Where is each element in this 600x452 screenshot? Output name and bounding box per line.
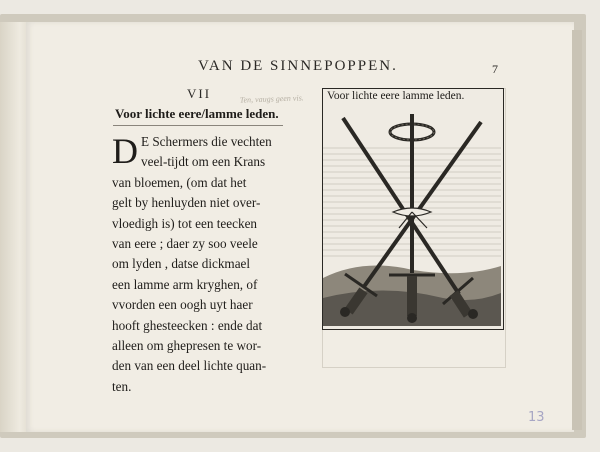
running-header: VAN DE SINNEPOPPEN. xyxy=(198,58,398,74)
pencil-annotation: 13 xyxy=(528,410,545,425)
text-line: E Schermers die vechten xyxy=(141,134,272,149)
text-line: van eere ; daer zy soo veele xyxy=(112,236,258,252)
text-line: om lyden , datse dickmael xyxy=(112,256,251,272)
text-line: hooft ghesteecken : ende dat xyxy=(112,317,263,333)
text-line: den van een deel lichte quan- xyxy=(112,358,267,374)
text-line: gelt by henluyden niet over- xyxy=(112,195,261,211)
plate-caption: Voor lichte eere lamme leden. xyxy=(327,90,465,102)
crossed-swords-engraving xyxy=(323,108,501,326)
emblem-body-text xyxy=(112,132,294,397)
right-cover-edge xyxy=(572,30,582,430)
text-line: vloedigh is) tot een teecken xyxy=(112,215,258,231)
emblem-motto: Voor lichte eere/lamme leden. xyxy=(115,106,279,121)
text-line: een lamme arm kryghen, of xyxy=(112,276,258,292)
offset-bleed-text: Ten, vaugs geen vis. xyxy=(239,93,304,105)
page-number: 7 xyxy=(492,62,498,76)
text-line: van bloemen, (om dat het xyxy=(112,174,247,190)
left-page-edge xyxy=(0,22,29,432)
text-line: ten. xyxy=(112,378,132,394)
text-line: vvorden een oogh uyt haer xyxy=(112,297,253,313)
text-line: veel-tijdt om een Krans xyxy=(141,154,266,170)
text-line: alleen om ghepresen te wor- xyxy=(112,338,262,354)
emblem-number: VII xyxy=(187,86,212,101)
drop-cap: D xyxy=(112,131,138,171)
motto-rule xyxy=(113,125,283,126)
